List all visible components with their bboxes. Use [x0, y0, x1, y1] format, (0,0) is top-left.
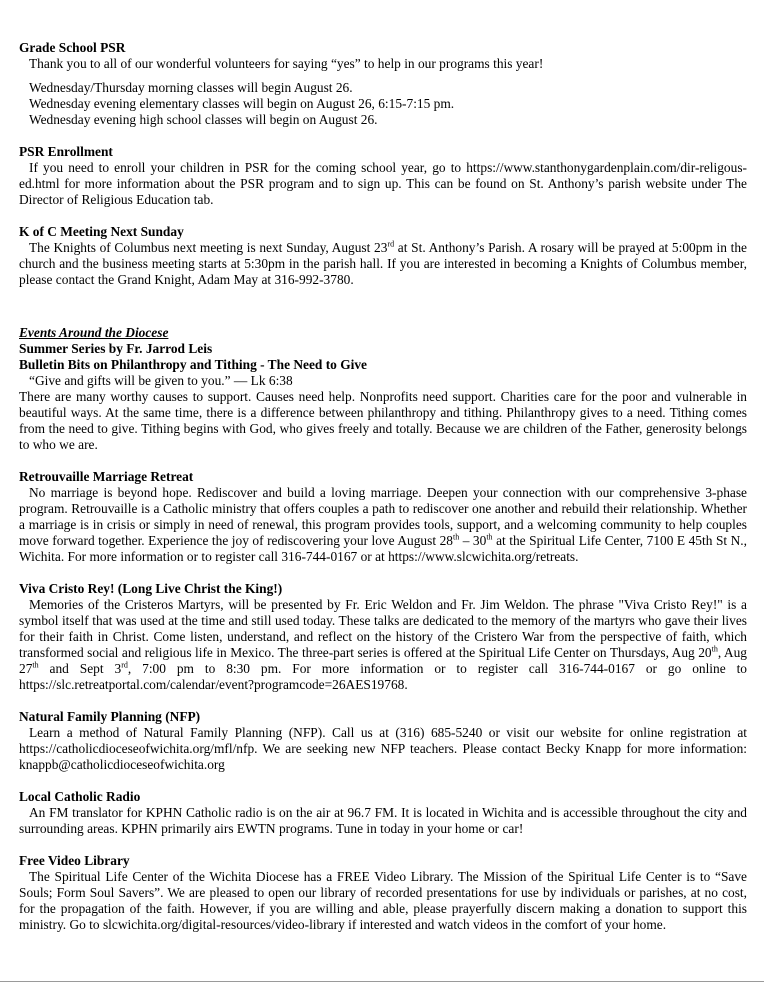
- kofc-section: [19, 224, 747, 288]
- schedule-line: Wednesday evening high school classes will begin on August 26.: [29, 112, 378, 127]
- page-bottom-rule: [0, 981, 764, 982]
- bulletin-page: [19, 40, 747, 933]
- video-library-section: [19, 853, 747, 933]
- events-section-title: Events Around the Diocese: [19, 325, 169, 340]
- volunteer-thanks: Thank you to all of our wonderful volunteers for saying “yes” to help in our programs this year!: [29, 56, 544, 71]
- grade-school-psr-section: [19, 40, 747, 128]
- scripture-quote: “Give and gifts will be given to you.” — Lk 6:38: [29, 373, 293, 388]
- viva-cristo-rey-body: Memories of the Cristeros Martyrs, will be presented by Fr. Eric Weldon and Fr. Jim Weldon. The phrase "Viva Cristo Rey!" is a symbol itself that was used at the time and still used today. These talks are dedicated to the memory of the martyrs who gave their lives for their faith in Christ. Come listen, understand, and reflect on the history of the Cristero War from the perspective of faith, which transformed social and religious life in Mexico. The three-part series is offered at the Spiritual Life Center on Thursdays, Aug 20th, Aug 27th and Sept 3rd, 7:00 pm to 8:30 pm. For more information or to register call 316-744-0167 or go online to https://slc.retreatportal.com/calendar/event?programcode=26AES19768.: [19, 597, 747, 692]
- nfp-body: Learn a method of Natural Family Planning (NFP). Call us at (316) 685-5240 or visit our website for online registration at https://catholicdioceseofwichita.org/mfl/nfp. We are seeking new NFP teachers. Please contact Becky Knapp for more information: knappb@catholicdioceseofwichita.org: [19, 725, 747, 772]
- summer-series-body: There are many worthy causes to support. Causes need help. Nonprofits need support. Charities care for the poor and vulnerable in beautiful ways. At the same time, there is a difference between philanthropy and tithing. Philanthropy gives to a need. Tithing comes from the need to give. Tithing begins with God, who gives freely and totally. Because we are children of the Father, generosity belongs to who we are.: [19, 389, 747, 452]
- summer-series-heading: Summer Series by Fr. Jarrod Leis: [19, 341, 213, 356]
- psr-enrollment-heading: PSR Enrollment: [19, 144, 113, 159]
- psr-enrollment-section: [19, 144, 747, 208]
- video-library-heading: Free Video Library: [19, 853, 130, 868]
- catholic-radio-body: An FM translator for KPHN Catholic radio is on the air at 96.7 FM. It is located in Wichita and is accessible throughout the city and surrounding areas. KPHN primarily airs EWTN programs. Tune in today in your home or car!: [19, 805, 747, 836]
- retrouvaille-section: [19, 469, 747, 565]
- viva-cristo-rey-section: [19, 581, 747, 693]
- kofc-heading: K of C Meeting Next Sunday: [19, 224, 184, 239]
- viva-cristo-rey-heading: Viva Cristo Rey! (Long Live Christ the King!): [19, 581, 283, 596]
- psr-enrollment-body: If you need to enroll your children in PSR for the coming school year, go to https://www.stanthonygardenplain.com/dir-religous-ed.html for more information about the PSR program and to sign up. This can be found on St. Anthony’s parish website under The Director of Religious Education tab.: [19, 160, 747, 207]
- nfp-heading: Natural Family Planning (NFP): [19, 709, 201, 724]
- video-library-body: The Spiritual Life Center of the Wichita Diocese has a FREE Video Library. The Mission of the Spiritual Life Center is to “Save Souls; Form Soul Savers”. We are pleased to open our library of recorded presentations for use by individuals or parishes, at no cost, for the propagation of the faith. However, if you are willing and able, please prayerfully discern making a donation to support this ministry. Go to slcwichita.org/digital-resources/video-library if interested and watch videos in the comfort of your home.: [19, 869, 747, 932]
- catholic-radio-section: [19, 789, 747, 837]
- retrouvaille-heading: Retrouvaille Marriage Retreat: [19, 469, 194, 484]
- nfp-section: [19, 709, 747, 773]
- schedule-line: Wednesday evening elementary classes will begin on August 26, 6:15-7:15 pm.: [29, 96, 455, 111]
- bulletin-bits-heading: Bulletin Bits on Philanthropy and Tithing - The Need to Give: [19, 357, 367, 372]
- retrouvaille-body: No marriage is beyond hope. Rediscover and build a loving marriage. Deepen your connection with our comprehensive 3-phase program. Retrouvaille is a Catholic ministry that offers couples a path to rediscover one another and rebuild their relationship. Whether a marriage is in crisis or simply in need of renewal, this program provides tools, support, and a welcoming community to help couples move forward together. Experience the joy of rediscovering your love August 28th – 30th at the Spiritual Life Center, 7100 E 45th St N., Wichita. For more information or to register call 316-744-0167 or at https://www.slcwichita.org/retreats.: [19, 485, 747, 564]
- grade-school-psr-heading: Grade School PSR: [19, 40, 126, 55]
- summer-series-section: [19, 341, 747, 453]
- schedule-line: Wednesday/Thursday morning classes will begin August 26.: [29, 80, 353, 95]
- catholic-radio-heading: Local Catholic Radio: [19, 789, 141, 804]
- kofc-body: The Knights of Columbus next meeting is next Sunday, August 23rd at St. Anthony’s Parish. A rosary will be prayed at 5:00pm in the church and the business meeting starts at 5:30pm in the parish hall. If you are interested in becoming a Knights of Columbus member, please contact the Grand Knight, Adam May at 316-992-3780.: [19, 239, 747, 287]
